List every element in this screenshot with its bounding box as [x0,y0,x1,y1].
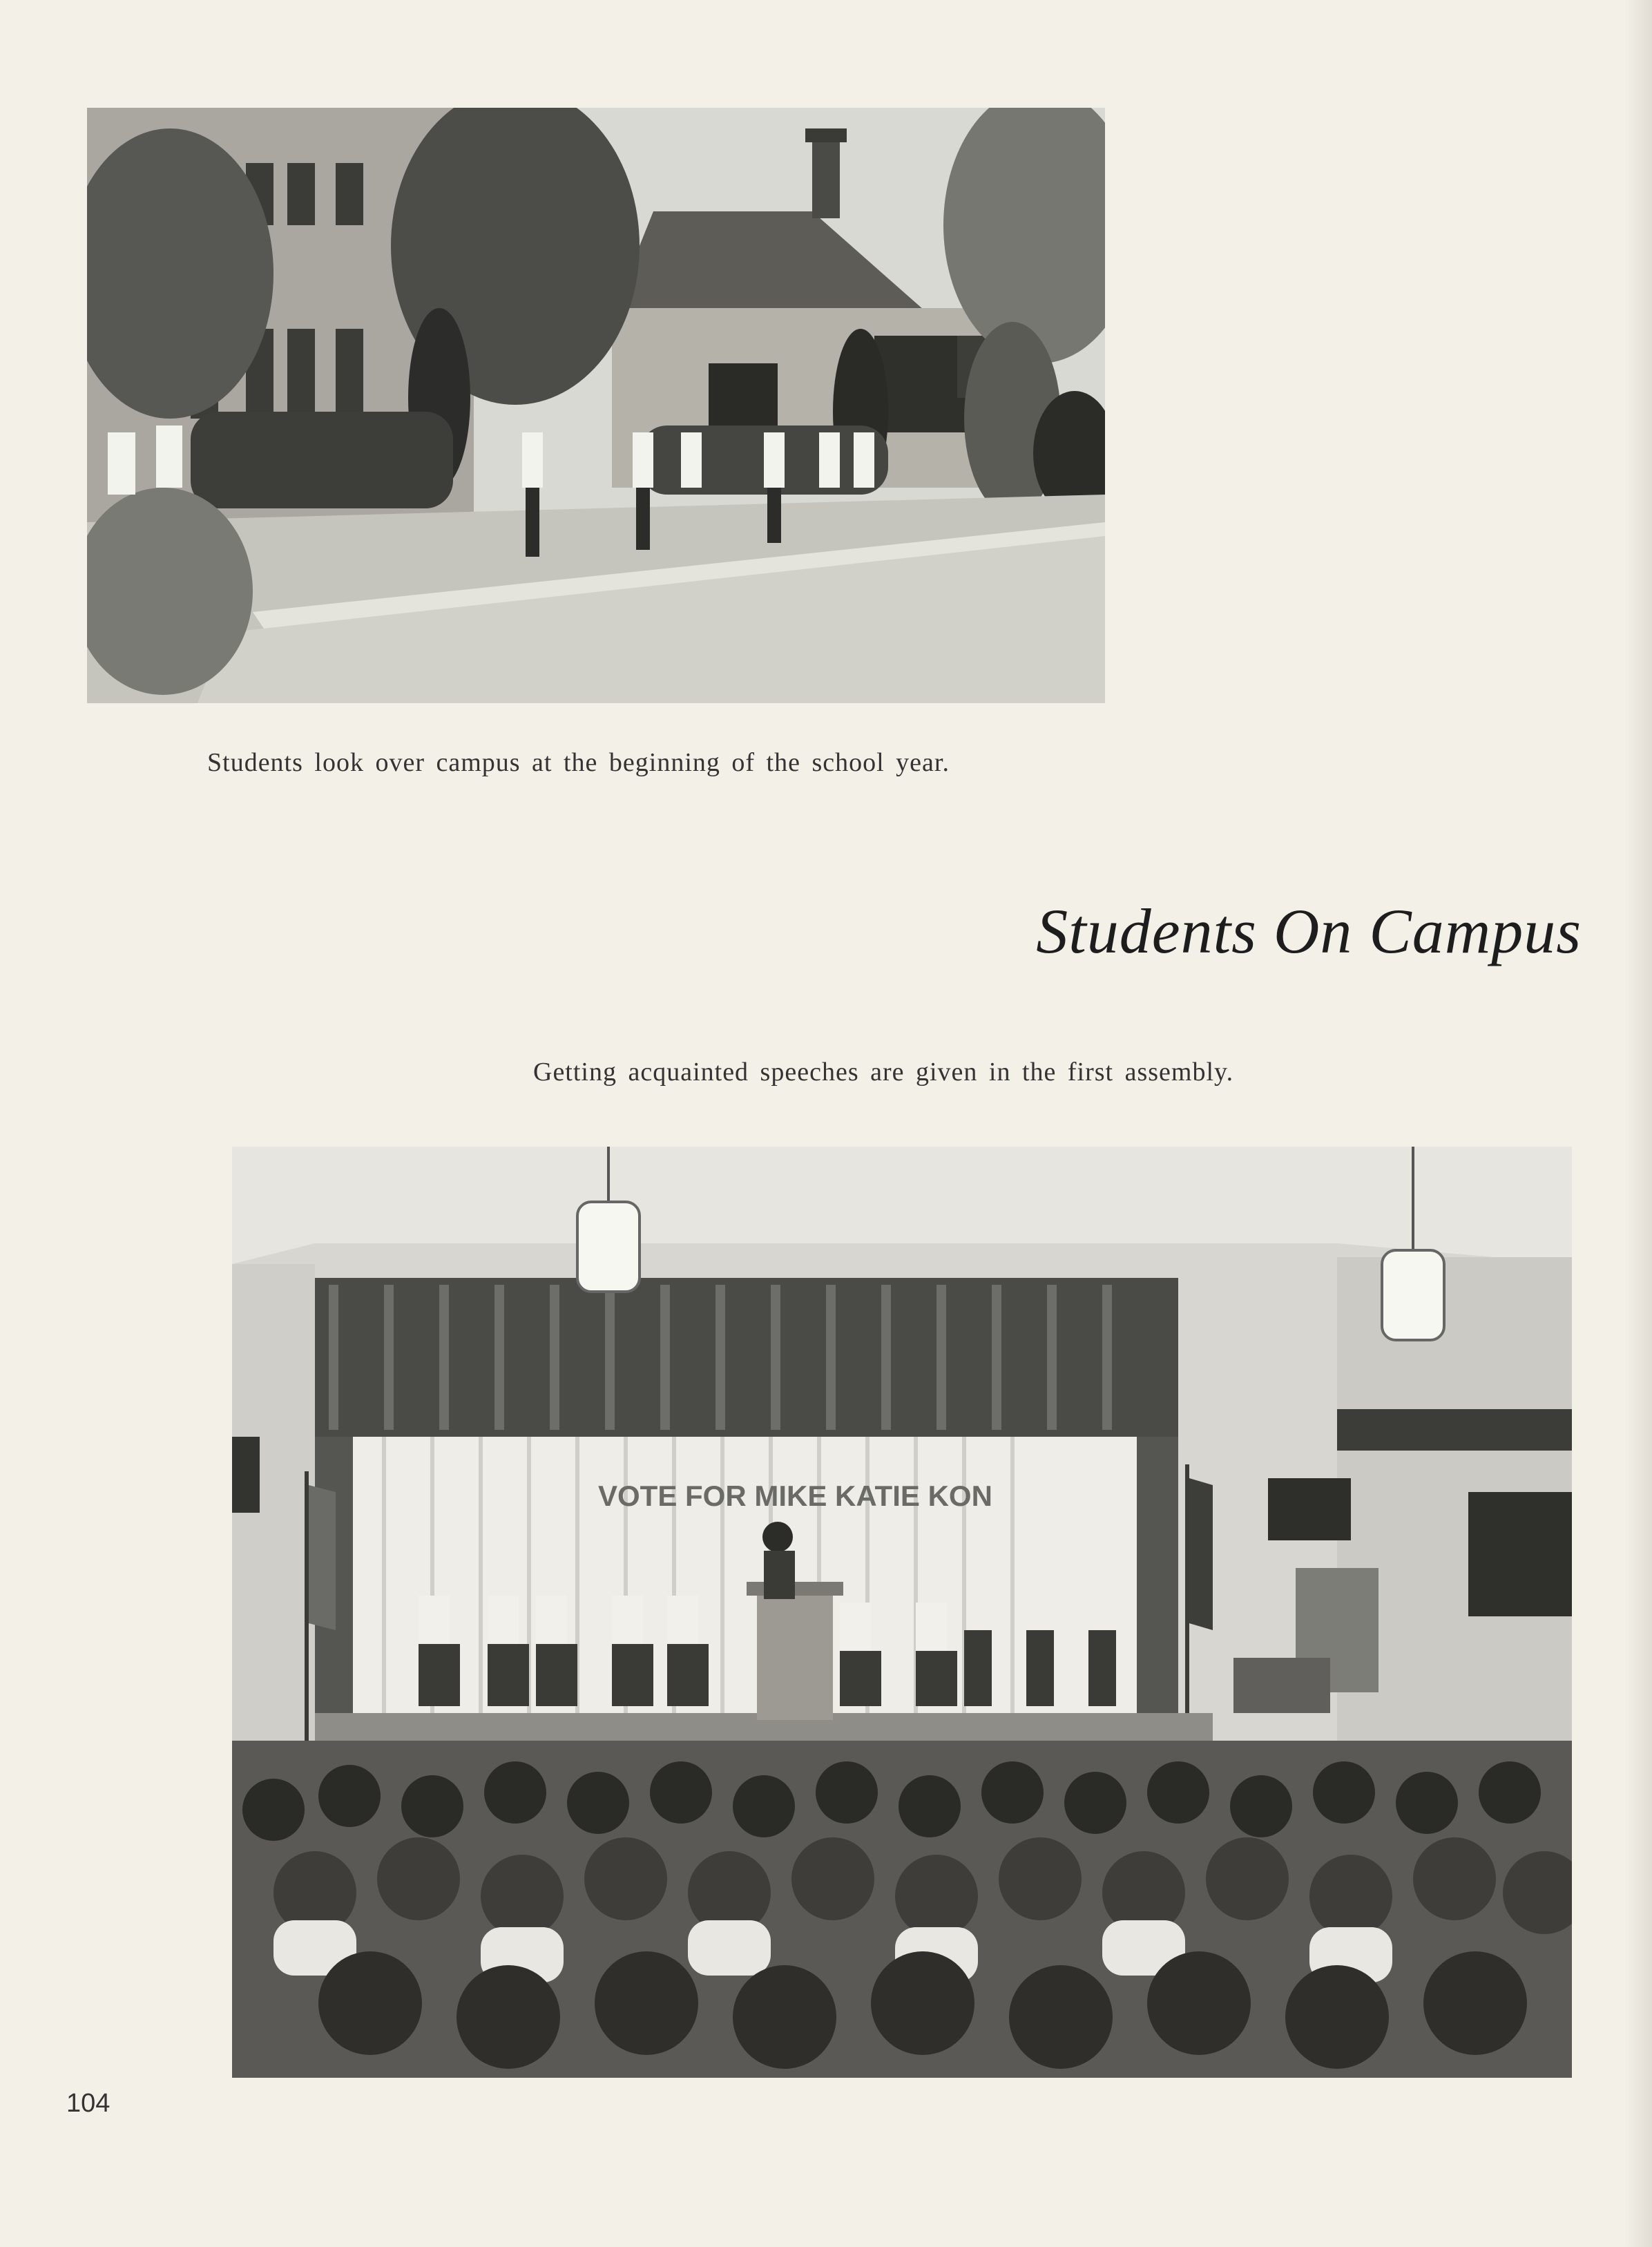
campus-photo-illustration [87,108,1105,703]
assembly-photo-caption: Getting acquainted speeches are given in the first assembly. [533,1058,1234,1087]
page-edge-shadow [1624,0,1652,2247]
vote-banner: VOTE FOR MIKE KATIE KON [598,1480,992,1512]
page-number: 104 [66,2089,111,2118]
campus-photo-caption: Students look over campus at the beginning of the school year. [207,748,950,777]
page-title: Students On Campus [1036,896,1582,966]
assembly-photo [232,1147,1572,2078]
campus-photo [87,108,1105,703]
assembly-photo-illustration [232,1147,1572,2078]
